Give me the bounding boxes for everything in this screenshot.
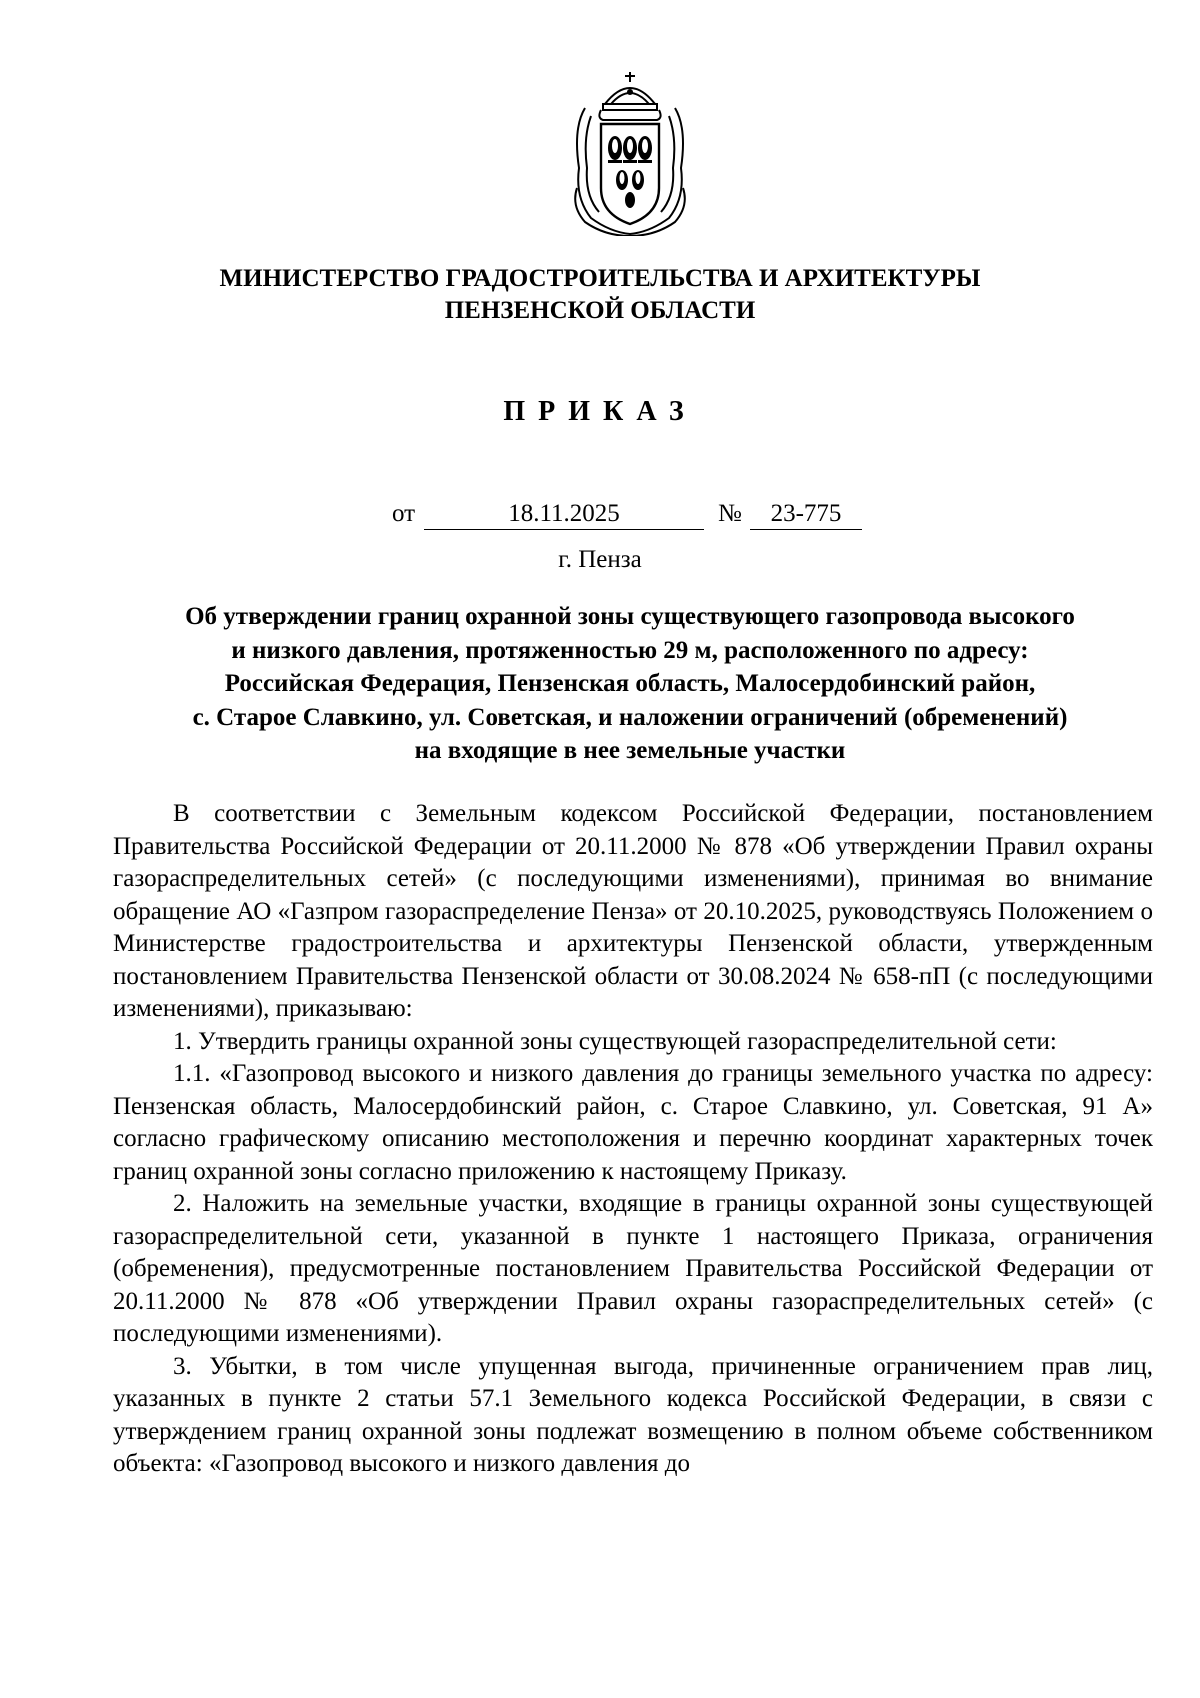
body-paragraph-item-1: 1. Утвердить границы охранной зоны существующей газораспределительной сети: [173, 1027, 1057, 1055]
order-city: г. Пенза [558, 546, 642, 573]
order-date: 18.11.2025 [424, 499, 704, 530]
order-number-label: № [718, 500, 742, 527]
body-paragraph-item-3: 3. Убытки, в том числе упущенная выгода, причиненные ограничением прав лиц, указанных в пункте 2 статьи 57.1 Земельного кодекса Российской Федерации, в связи с утверждением границ охранной зоны подлежат возмещению в полном объеме собственником объекта: «Газопровод высокого и низкого давления до [113, 1352, 1153, 1477]
ministry-name [0, 263, 1200, 327]
order-from-label: от [392, 500, 416, 527]
ministry-name-line1: МИНИСТЕРСТВО ГРАДОСТРОИТЕЛЬСТВА И АРХИТЕКТУРЫ [219, 265, 981, 292]
coat-of-arms-icon [565, 68, 695, 236]
subject-line: с. Старое Славкино, ул. Советская, и наложении ограничений (обременений) [192, 703, 1068, 731]
body-paragraph-item-1-1: 1.1. «Газопровод высокого и низкого давления до границы земельного участка по адресу: Пензенская область, Малосердобинский район, с. Старое Славкино, ул. Советская, 91 А» согласно графическому описанию местоположения и перечню координат характерных точек границ охранной зоны согласно приложению к настоящему Приказу. [113, 1060, 1153, 1185]
body-paragraph-preamble: В соответствии с Земельным кодексом Российской Федерации, постановлением Правительства Российской Федерации от 20.11.2000 № 878 «Об утверждении Правил охраны газораспределительных сетей» (с последующими изменениями), принимая во внимание обращение АО «Газпром газораспределение Пенза» от 20.10.2025, руководствуясь Положением о Министерстве градостроительства и архитектуры Пензенской области, утвержденным постановлением Правительства Пензенской области от 30.08.2024 № 658-пП (с последующими изменениями), приказываю: [113, 800, 1153, 1022]
subject-line: на входящие в нее земельные участки [414, 737, 846, 764]
order-title: ПРИКАЗ [503, 396, 697, 427]
subject-line: Российская Федерация, Пензенская область, Малосердобинский район, [224, 670, 1036, 697]
order-number: 23-775 [750, 499, 862, 530]
order-body [113, 798, 1153, 1481]
ministry-name-line2: ПЕНЗЕНСКОЙ ОБЛАСТИ [444, 297, 756, 324]
body-paragraph-item-2: 2. Наложить на земельные участки, входящие в границы охранной зоны существующей газораспределительной сети, указанной в пункте 1 настоящего Приказа, ограничения (обременения), предусмотренные постановлением Правительства Российской Федерации от 20.11.2000 № 878 «Об утверждении Правил охраны газораспределительных сетей» (с последующими изменениями). [113, 1190, 1153, 1347]
order-subject [110, 600, 1150, 768]
subject-line: и низкого давления, протяженностью 29 м, расположенного по адресу: [231, 636, 1029, 664]
subject-line: Об утверждении границ охранной зоны существующего газопровода высокого [185, 603, 1075, 630]
